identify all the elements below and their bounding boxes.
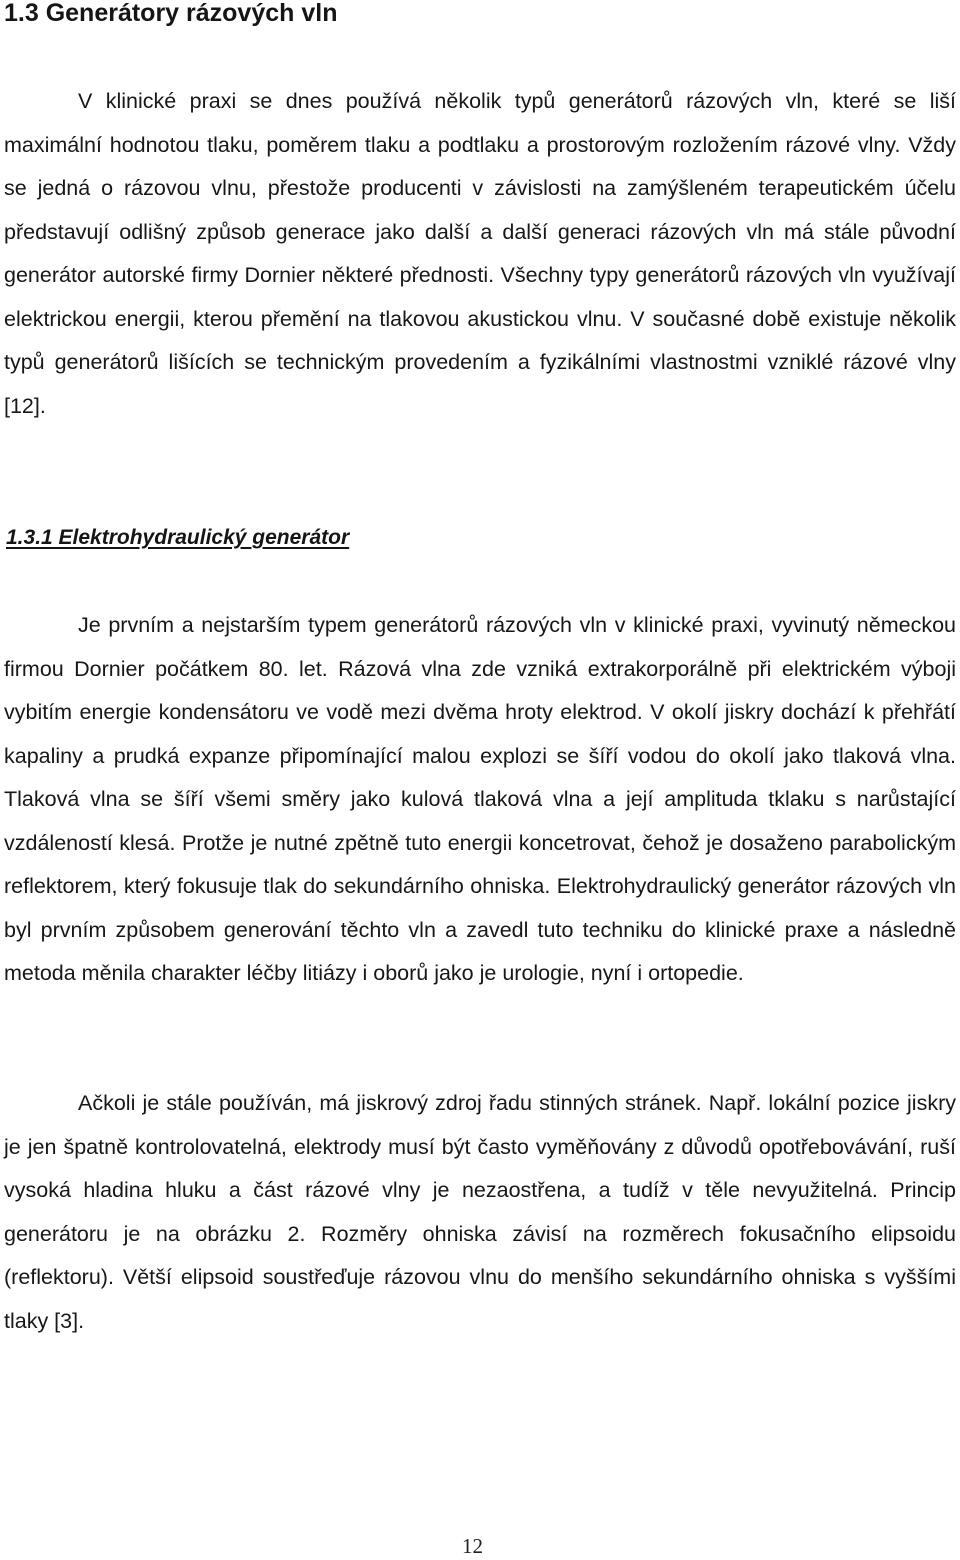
subsection-heading	[6, 523, 349, 553]
paragraph-intro: V klinické praxi se dnes používá několik typů generátorů rázových vln, které se liší maximální hodnotou tlaku, poměrem tlaku a podtlaku a prostorovým rozložením rázové vlny. Vždy se jedná o rázovou vlnu, přestože producenti v závislosti na zamýšleném terapeutickém účelu představují odlišný způsob generace jako další a další generaci rázových vln má stále původní generátor autorské firmy Dornier některé přednosti. Všechny typy generátorů rázových vln využívají elektrickou energii, kterou přemění na tlakovou akustickou vlnu. V současné době existuje několik typů generátorů lišících se technickým provedením a fyzikálními vlastnostmi vzniklé rázové vlny [12].	[4, 89, 956, 418]
page-number: 12	[462, 1534, 483, 1558]
section-heading: 1.3 Generátory rázových vln	[4, 0, 338, 27]
paragraph-electrohydraulic: Je prvním a nejstarším typem generátorů rázových vln v klinické praxi, vyvinutý německou firmou Dornier počátkem 80. let. Rázová vlna zde vzniká extrakorporálně při elektrickém výboji vybitím energie kondensátoru ve vodě mezi dvěma hroty elektrod. V okolí jiskry dochází k přehřátí kapaliny a prudká expanze připomínající malou explozi se šíří vodou do okolí jako tlaková vlna. Tlaková vlna se šíří všemi směry jako kulová tlaková vlna a její amplituda tklaku s narůstající vzdáleností klesá. Protže je nutné zpětně tuto energii koncetrovat, čehož je dosaženo parabolickým reflektorem, který fokusuje tlak do sekundárního ohniska. Elektrohydraulický generátor rázových vln byl prvním způsobem generování těchto vln a zavedl tuto techniku do klinické praxe a následně metoda měnila charakter léčby litiázy i oborů jako je urologie, nyní i ortopedie.	[4, 613, 956, 985]
subsection-heading-text: 1.3.1 Elektrohydraulický generátor	[6, 526, 350, 549]
paragraph-drawbacks: Ačkoli je stále používán, má jiskrový zdroj řadu stinných stránek. Např. lokální pozice jiskry je jen špatně kontrolovatelná, elektrody musí být často vyměňovány z důvodů opotřebovávání, ruší vysoká hladina hluku a část rázové vlny je nezaostřena, a tudíž v těle nevyužitelná. Princip generátoru je na obrázku 2. Rozměry ohniska závisí na rozměrech fokusačního elipsoidu (reflektoru). Větší elipsoid soustřeďuje rázovou vlnu do menšího sekundárního ohniska s vyššími tlaky [3].	[4, 1091, 956, 1333]
